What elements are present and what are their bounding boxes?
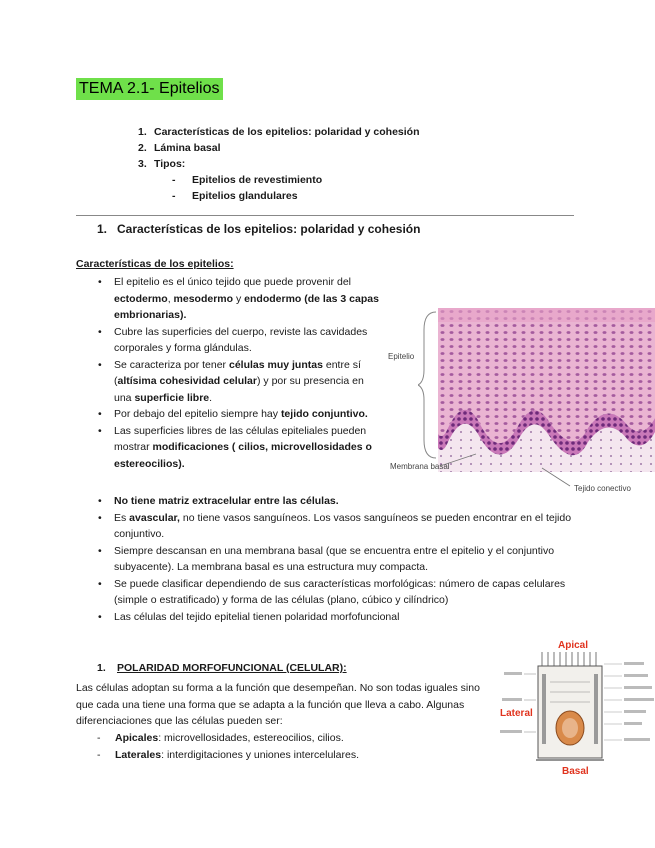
- bullet-list-wide: [92, 493, 578, 625]
- dash-list: [97, 730, 359, 764]
- label-basal: Basal: [562, 766, 589, 777]
- toc-item: 3. Tipos:: [138, 158, 186, 170]
- section-heading: 1. Características de los epitelios: polaridad y cohesión: [97, 222, 421, 236]
- label-apical: Apical: [558, 640, 589, 651]
- page-title: TEMA 2.1- Epitelios: [76, 78, 223, 100]
- toc-subitem: - Epitelios glandulares: [172, 190, 298, 202]
- dash-item: - Laterales: interdigitaciones y uniones intercelulares.: [97, 749, 359, 761]
- membrana-pointer: [440, 452, 480, 472]
- figure-label-epitelio: Epitelio: [388, 352, 415, 361]
- figure-label-tejido: Tejido conectivo: [574, 484, 631, 493]
- label-lateral: Lateral: [500, 708, 533, 719]
- bullet-item: • Se puede clasificar dependiendo de sus características morfológicas: número de capas celulares (simple o estratificado) y forma de las células (plano, cúbico y cilíndrico): [92, 576, 578, 609]
- section-paragraph: Las células adoptan su forma a la función que desempeñan. No son todas iguales sino que cada una tiene una forma que se adapta a la función que lleva a cabo. Algunas diferenciaciones que las células pueden ser:: [76, 682, 480, 727]
- toc-item: 1. Características de los epitelios: polaridad y cohesión: [138, 126, 420, 138]
- epithelium-bracket: [418, 310, 440, 460]
- table-of-contents: [138, 124, 420, 204]
- cell-illustration: [536, 652, 604, 766]
- section-heading: 1. POLARIDAD MORFOFUNCIONAL (CELULAR):: [97, 662, 347, 674]
- section-subheading: Características de los epitelios:: [76, 258, 234, 270]
- bullet-item: • Es avascular, no tiene vasos sanguíneos. Los vasos sanguíneos se pueden encontrar en el tejido conjuntivo.: [92, 510, 578, 543]
- annotation-lines-left: [500, 666, 536, 746]
- bullet-item: • No tiene matriz extracelular entre las células.: [92, 493, 578, 510]
- bullet-item: • Las células del tejido epitelial tienen polaridad morfofuncional: [92, 609, 578, 626]
- bullet-item: • Cubre las superficies del cuerpo, reviste las cavidades corporales y forma glándulas.: [92, 324, 382, 357]
- bullet-item: • Las superficies libres de las células epiteliales pueden mostrar modificaciones ( cilios, microvellosidades o estereocilios).: [92, 423, 382, 473]
- dash-item: - Apicales: microvellosidades, estereocilios, cilios.: [97, 732, 344, 744]
- figure-label-membrana: Membrana basal: [390, 462, 450, 471]
- bullet-item: • Siempre descansan en una membrana basal (que se encuentra entre el epitelio y el conjuntivo subyacente). La membrana basal es una estructura muy compacta.: [92, 543, 578, 576]
- bullet-list-narrow: [92, 274, 382, 472]
- toc-item: 2. Lámina basal: [138, 142, 221, 154]
- cell-polarity-diagram: [500, 640, 655, 780]
- epithelium-micrograph: [438, 308, 655, 472]
- bullet-item: • Se caracteriza por tener células muy juntas entre sí (altísima cohesividad celular) y por su presencia en una superficie libre.: [92, 357, 382, 407]
- bullet-item: • Por debajo del epitelio siempre hay tejido conjuntivo.: [92, 406, 382, 423]
- bullet-item: • El epitelio es el único tejido que puede provenir del ectodermo, mesodermo y endodermo (de las 3 capas embrionarias).: [92, 274, 382, 324]
- annotation-lines: [604, 660, 655, 750]
- toc-subitem: - Epitelios de revestimiento: [172, 174, 323, 186]
- divider: [76, 215, 574, 216]
